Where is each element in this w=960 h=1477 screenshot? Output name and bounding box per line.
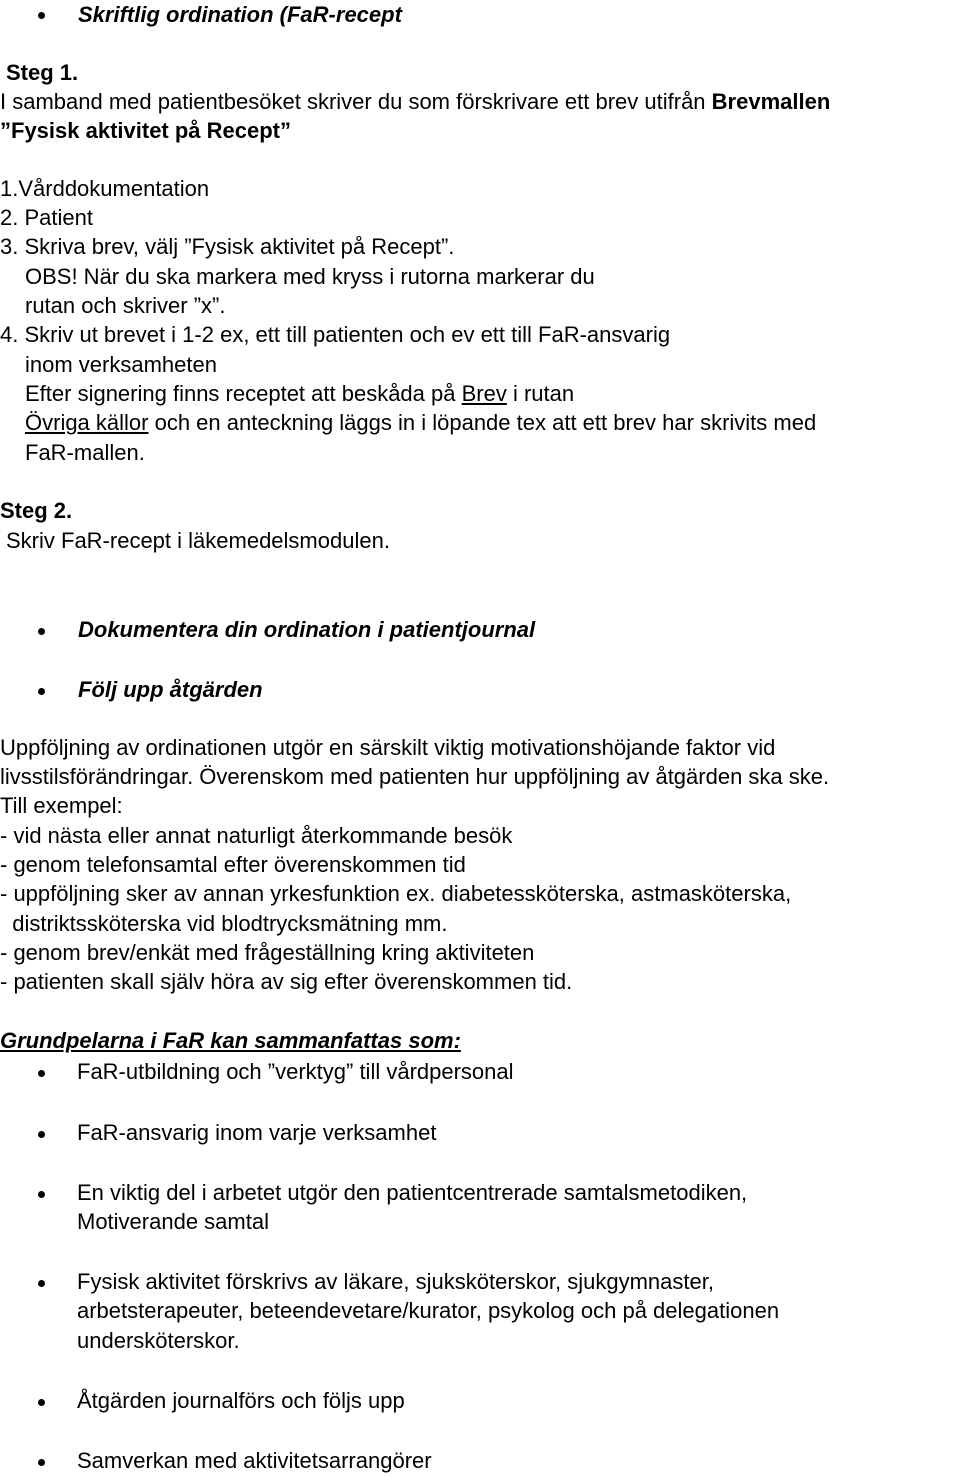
ovriga-kallor-link[interactable]: Övriga källor — [25, 410, 149, 435]
grund-item: Samverkan med aktivitetsarrangörer — [77, 1448, 432, 1473]
bullet-icon — [38, 1191, 45, 1198]
steg1-intro-bold2: ”Fysisk aktivitet på Recept” — [0, 118, 292, 143]
followup-item: - genom brev/enkät med frågeställning kring aktiviteten — [0, 940, 535, 965]
steg1-intro-text: I samband med patientbesöket skriver du som förskrivare ett brev utifrån — [0, 89, 712, 114]
grund-item: Fysisk aktivitet förskrivs av läkare, sjuksköterskor, sjukgymnaster, — [77, 1269, 714, 1294]
heading-item: Skriftlig ordination (FaR-recept — [78, 2, 402, 27]
bullet-icon — [38, 1280, 45, 1287]
followup-item: distriktssköterska vid blodtrycksmätning mm. — [0, 911, 448, 936]
grund-item: FaR-ansvarig inom varje verksamhet — [77, 1120, 437, 1145]
followup-item: - genom telefonsamtal efter överenskommen tid — [0, 852, 466, 877]
bullet-icon — [38, 12, 45, 19]
steg1-list-2: 2. Patient — [0, 205, 93, 230]
steg1-list-1: 1.Vårddokumentation — [0, 176, 210, 201]
grund-item: Åtgärden journalförs och följs upp — [77, 1388, 405, 1413]
followup-line2: livsstilsförändringar. Överenskom med patienten hur uppföljning av åtgärden ska ske. — [0, 764, 830, 789]
followup-line1: Uppföljning av ordinationen utgör en särskilt viktig motivationshöjande faktor vid — [0, 735, 776, 760]
grund-item: FaR-utbildning och ”verktyg” till vårdpersonal — [77, 1059, 514, 1084]
bullet-icon — [38, 1459, 45, 1466]
steg1-item4-line4 — [25, 408, 816, 437]
steg1-obs-line2: rutan och skriver ”x”. — [25, 293, 226, 318]
steg1-intro — [0, 87, 830, 116]
bullet-folj-upp: Följ upp åtgärden — [78, 677, 263, 702]
followup-item: - vid nästa eller annat naturligt återkommande besök — [0, 823, 513, 848]
steg2-title: Steg 2. — [0, 498, 73, 523]
steg1-title: Steg 1. — [6, 60, 79, 85]
steg1-item4-line5: FaR-mallen. — [25, 440, 145, 465]
grund-item-cont: arbetsterapeuter, beteendevetare/kurator, psykolog och på delegationen — [77, 1298, 780, 1323]
steg1-intro-bold1: Brevmallen — [711, 89, 831, 114]
bullet-icon — [38, 1399, 45, 1406]
followup-item: - patienten skall själv höra av sig efter överenskommen tid. — [0, 969, 573, 994]
item4-line4-suffix: och en anteckning läggs in i löpande tex att ett brev har skrivits med — [148, 410, 817, 435]
steg1-item4-line1: 4. Skriv ut brevet i 1-2 ex, ett till patienten och ev ett till FaR-ansvarig — [0, 322, 671, 347]
bullet-icon — [38, 688, 45, 695]
grund-item-cont: Motiverande samtal — [77, 1209, 269, 1234]
steg1-item4-line3 — [25, 379, 574, 408]
steg1-obs-line1: OBS! När du ska markera med kryss i rutorna markerar du — [25, 264, 595, 289]
bullet-icon — [38, 1131, 45, 1138]
followup-item: - uppföljning sker av annan yrkesfunktion ex. diabetessköterska, astmasköterska, — [0, 881, 792, 906]
item4-line3-suffix: i rutan — [506, 381, 575, 406]
steg1-item4-line2: inom verksamheten — [25, 352, 217, 377]
grund-item: En viktig del i arbetet utgör den patientcentrerade samtalsmetodiken, — [77, 1180, 748, 1205]
steg2-text: Skriv FaR-recept i läkemedelsmodulen. — [6, 528, 390, 553]
grund-title: Grundpelarna i FaR kan sammanfattas som: — [0, 1028, 461, 1053]
bullet-icon — [38, 628, 45, 635]
item4-line3-text: Efter signering finns receptet att beskåda på — [25, 381, 462, 406]
grund-item-cont: undersköterskor. — [77, 1328, 240, 1353]
bullet-icon — [38, 1070, 45, 1077]
bullet-dokumentera: Dokumentera din ordination i patientjournal — [78, 617, 536, 642]
brev-link[interactable]: Brev — [461, 381, 507, 406]
followup-line3: Till exempel: — [0, 793, 123, 818]
steg1-list-3: 3. Skriva brev, välj ”Fysisk aktivitet på Recept”. — [0, 234, 455, 259]
